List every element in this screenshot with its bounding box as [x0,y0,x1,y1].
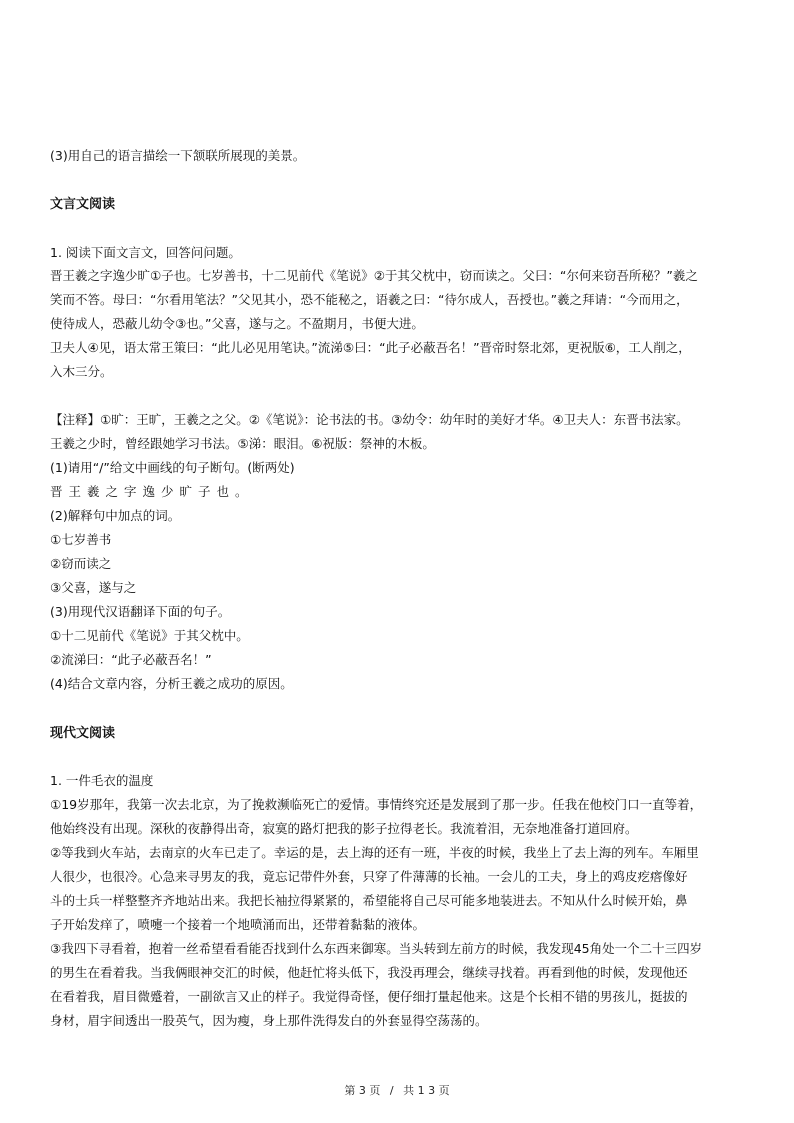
classical-question: (1)请用“/”给文中画线的句子断句。(断两处) [50,460,295,475]
page-total: 共 1 3 页 [403,1084,450,1097]
modern-passage-line: 的男生在看着我。当我俩眼神交汇的时候，他赶忙将头低下，我没再理会，继续寻找着。再看到他的时候，发现他还 [50,965,688,980]
classical-passage-line: 入木三分。 [50,364,113,379]
poem-question-3: (3)用自己的语言描绘一下颔联所展现的美景。 [50,148,306,163]
classical-passage-line: 卫夫人④见，语太常王策曰：“此儿必见用笔诀。”流涕⑤曰：“此子必蔽吾名！”晋帝时祭北郊，更祝版⑥，工人削之， [50,340,691,355]
classical-passage-line: 使待成人，恐蔽儿幼令③也。”父喜，遂与之。不盈期月，书便大进。 [50,316,424,331]
classical-question-item: ②流涕曰：“此子必蔽吾名！” [50,652,212,667]
page-number: 第 3 页 [344,1084,381,1097]
classical-notes-line: 王羲之少时，曾经跟她学习书法。⑤涕：眼泪。⑥祝版：祭神的木板。 [50,436,435,451]
classical-question-item: ②窃而读之 [50,556,112,571]
modern-passage-line: 斗的士兵一样整整齐齐地站出来。我把长袖拉得紧紧的，希望能将自己尽可能多地装进去。不知从什么时候开始，鼻 [50,893,688,908]
modern-passage-line: 身材，眉宇间透出一股英气，因为瘦，身上那件洗得发白的外套显得空荡荡的。 [50,1013,488,1028]
modern-passage-line: ③我四下寻看着，抱着一丝希望看看能否找到什么东西来御寒。当头转到左前方的时候，我发现45角处一个二十三四岁 [50,941,703,956]
page-footer [0,1084,794,1098]
classical-question: (2)解释句中加点的词。 [50,508,181,523]
modern-passage-line: ①19岁那年，我第一次去北京，为了挽救濒临死亡的爱情。事情终究还是发展到了那一步。任我在他校门口一直等着， [50,797,703,812]
classical-question: (3)用现代汉语翻译下面的句子。 [50,604,231,619]
sentence-to-punctuate: 晋王羲之字逸少旷子也。 [50,484,254,499]
classical-section-heading: 文言文阅读 [50,197,116,212]
classical-question-item: ①十二见前代《笔说》于其父枕中。 [50,628,249,643]
classical-passage-line: 晋王羲之字逸少旷①子也。七岁善书，十二见前代《笔说》②于其父枕中，窃而读之。父曰：“尔何来窃吾所秘？”羲之 [50,268,698,283]
modern-section-heading: 现代文阅读 [50,726,116,741]
modern-passage-line: 在看着我，眉目微蹙着，一副欲言又止的样子。我觉得奇怪，便仔细打量起他来。这是个长相不错的男孩儿，挺拔的 [50,989,688,1004]
modern-passage-title: 1. 一件毛衣的温度 [50,773,154,788]
classical-question-item: ③父喜，遂与之 [50,580,137,595]
modern-passage-line: ②等我到火车站，去南京的火车已走了。幸运的是，去上海的还有一班，半夜的时候，我坐上了去上海的列车。车厢里 [50,845,699,860]
modern-passage-line: 他始终没有出现。深秋的夜静得出奇，寂寞的路灯把我的影子拉得老长。我流着泪，无奈地准备打道回府。 [50,821,638,836]
classical-notes-line: 【注释】①旷：王旷，王羲之之父。②《笔说》：论书法的书。③幼令：幼年时的美好才华。④卫夫人：东晋书法家。 [50,412,689,427]
classical-passage-line: 笑而不答。母曰：“尔看用笔法？”父见其小，恐不能秘之，语羲之曰：“待尔成人，吾授也。”羲之拜请：“今而用之， [50,292,689,307]
classical-question-item: ①七岁善书 [50,532,112,547]
modern-passage-line: 人很少，也很冷。心急来寻男友的我，竟忘记带件外套，只穿了件薄薄的长袖。一会儿的工夫，身上的鸡皮疙瘩像好 [50,869,688,884]
classical-question: (4)结合文章内容，分析王羲之成功的原因。 [50,676,293,691]
classical-question-intro: 1. 阅读下面文言文，回答问问题。 [50,245,241,260]
page-separator: / [389,1084,394,1097]
modern-passage-line: 子开始发痒了，喷嚏一个接着一个地喷涌而出，还带着黏黏的液体。 [50,917,426,932]
